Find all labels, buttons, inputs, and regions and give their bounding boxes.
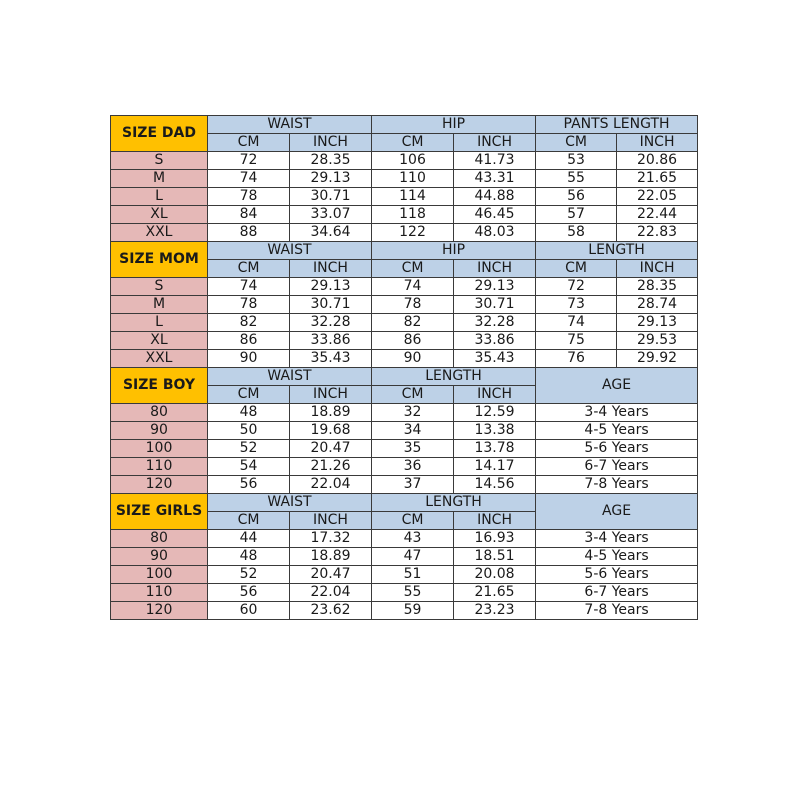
- section-header-row: [111, 242, 698, 260]
- unit-header-cm: CM: [372, 386, 454, 404]
- value-cell: 13.38: [454, 422, 536, 440]
- table-row: [111, 278, 698, 296]
- value-cell: 57: [536, 206, 617, 224]
- unit-header-inch: INCH: [454, 134, 536, 152]
- value-cell: 59: [372, 602, 454, 620]
- value-cell: 21.65: [454, 584, 536, 602]
- unit-header-cm: CM: [372, 260, 454, 278]
- size-cell: 90: [111, 548, 208, 566]
- table-row: [111, 548, 698, 566]
- size-chart: [110, 115, 697, 649]
- value-cell: 73: [536, 296, 617, 314]
- value-cell: 22.04: [290, 584, 372, 602]
- measure-group-header: HIP: [372, 242, 536, 260]
- table-row: [111, 170, 698, 188]
- value-cell: 30.71: [454, 296, 536, 314]
- table-row: [111, 476, 698, 494]
- size-cell: 110: [111, 458, 208, 476]
- section-label: SIZE DAD: [111, 116, 208, 152]
- value-cell: 41.73: [454, 152, 536, 170]
- size-cell: 80: [111, 404, 208, 422]
- size-cell: XL: [111, 206, 208, 224]
- value-cell: 50: [208, 422, 290, 440]
- value-cell: 90: [208, 350, 290, 368]
- value-cell: 48: [208, 404, 290, 422]
- value-cell: 60: [208, 602, 290, 620]
- size-table: [110, 115, 698, 620]
- section-label: SIZE MOM: [111, 242, 208, 278]
- value-cell: 55: [372, 584, 454, 602]
- table-row: [111, 188, 698, 206]
- age-cell: 7-8 Years: [536, 602, 698, 620]
- value-cell: 35: [372, 440, 454, 458]
- unit-header-cm: CM: [208, 512, 290, 530]
- value-cell: 19.68: [290, 422, 372, 440]
- size-cell: XXL: [111, 350, 208, 368]
- value-cell: 78: [208, 296, 290, 314]
- unit-header-inch: INCH: [454, 512, 536, 530]
- table-row: [111, 440, 698, 458]
- size-cell: 100: [111, 440, 208, 458]
- value-cell: 51: [372, 566, 454, 584]
- table-row: [111, 422, 698, 440]
- size-cell: M: [111, 170, 208, 188]
- unit-header-cm: CM: [372, 134, 454, 152]
- age-cell: 5-6 Years: [536, 566, 698, 584]
- value-cell: 18.51: [454, 548, 536, 566]
- value-cell: 72: [208, 152, 290, 170]
- table-row: [111, 530, 698, 548]
- measure-group-header: WAIST: [208, 116, 372, 134]
- value-cell: 17.32: [290, 530, 372, 548]
- value-cell: 76: [536, 350, 617, 368]
- value-cell: 106: [372, 152, 454, 170]
- value-cell: 75: [536, 332, 617, 350]
- unit-header-cm: CM: [208, 386, 290, 404]
- value-cell: 37: [372, 476, 454, 494]
- unit-header-inch: INCH: [617, 260, 698, 278]
- measure-group-header: LENGTH: [372, 494, 536, 512]
- value-cell: 20.08: [454, 566, 536, 584]
- table-row: [111, 458, 698, 476]
- size-cell: S: [111, 152, 208, 170]
- value-cell: 74: [536, 314, 617, 332]
- value-cell: 32: [372, 404, 454, 422]
- value-cell: 74: [372, 278, 454, 296]
- value-cell: 47: [372, 548, 454, 566]
- value-cell: 16.93: [454, 530, 536, 548]
- value-cell: 44.88: [454, 188, 536, 206]
- value-cell: 13.78: [454, 440, 536, 458]
- value-cell: 33.07: [290, 206, 372, 224]
- table-row: [111, 332, 698, 350]
- measure-group-header: HIP: [372, 116, 536, 134]
- value-cell: 48.03: [454, 224, 536, 242]
- size-cell: 80: [111, 530, 208, 548]
- section-header-row: [111, 116, 698, 134]
- value-cell: 29.13: [617, 314, 698, 332]
- measure-group-header: WAIST: [208, 242, 372, 260]
- table-row: [111, 404, 698, 422]
- value-cell: 28.74: [617, 296, 698, 314]
- unit-header-inch: INCH: [290, 512, 372, 530]
- unit-header-cm: CM: [536, 260, 617, 278]
- value-cell: 30.71: [290, 296, 372, 314]
- section-label: SIZE BOY: [111, 368, 208, 404]
- value-cell: 53: [536, 152, 617, 170]
- value-cell: 56: [208, 476, 290, 494]
- size-cell: S: [111, 278, 208, 296]
- table-row: [111, 350, 698, 368]
- value-cell: 58: [536, 224, 617, 242]
- size-cell: 120: [111, 602, 208, 620]
- value-cell: 114: [372, 188, 454, 206]
- value-cell: 118: [372, 206, 454, 224]
- value-cell: 74: [208, 170, 290, 188]
- value-cell: 21.65: [617, 170, 698, 188]
- value-cell: 52: [208, 566, 290, 584]
- size-cell: 90: [111, 422, 208, 440]
- age-cell: 7-8 Years: [536, 476, 698, 494]
- value-cell: 88: [208, 224, 290, 242]
- value-cell: 43: [372, 530, 454, 548]
- value-cell: 82: [372, 314, 454, 332]
- age-header: AGE: [536, 494, 698, 530]
- size-cell: L: [111, 188, 208, 206]
- size-cell: L: [111, 314, 208, 332]
- age-cell: 5-6 Years: [536, 440, 698, 458]
- value-cell: 74: [208, 278, 290, 296]
- unit-header-inch: INCH: [617, 134, 698, 152]
- value-cell: 34.64: [290, 224, 372, 242]
- table-row: [111, 602, 698, 620]
- value-cell: 14.17: [454, 458, 536, 476]
- age-cell: 4-5 Years: [536, 548, 698, 566]
- unit-header-inch: INCH: [290, 260, 372, 278]
- size-cell: M: [111, 296, 208, 314]
- value-cell: 21.26: [290, 458, 372, 476]
- table-row: [111, 566, 698, 584]
- table-row: [111, 584, 698, 602]
- value-cell: 29.13: [290, 170, 372, 188]
- age-cell: 4-5 Years: [536, 422, 698, 440]
- value-cell: 43.31: [454, 170, 536, 188]
- value-cell: 20.47: [290, 440, 372, 458]
- value-cell: 32.28: [454, 314, 536, 332]
- age-cell: 3-4 Years: [536, 404, 698, 422]
- value-cell: 29.53: [617, 332, 698, 350]
- value-cell: 29.13: [454, 278, 536, 296]
- value-cell: 48: [208, 548, 290, 566]
- measure-group-header: LENGTH: [536, 242, 698, 260]
- table-row: [111, 314, 698, 332]
- value-cell: 44: [208, 530, 290, 548]
- unit-header-inch: INCH: [454, 386, 536, 404]
- section-label: SIZE GIRLS: [111, 494, 208, 530]
- value-cell: 90: [372, 350, 454, 368]
- measure-group-header: WAIST: [208, 494, 372, 512]
- value-cell: 30.71: [290, 188, 372, 206]
- age-cell: 6-7 Years: [536, 584, 698, 602]
- size-cell: 110: [111, 584, 208, 602]
- section-header-row: [111, 368, 698, 386]
- age-header: AGE: [536, 368, 698, 404]
- value-cell: 82: [208, 314, 290, 332]
- value-cell: 55: [536, 170, 617, 188]
- value-cell: 34: [372, 422, 454, 440]
- unit-header-cm: CM: [536, 134, 617, 152]
- value-cell: 56: [208, 584, 290, 602]
- value-cell: 20.47: [290, 566, 372, 584]
- measure-group-header: WAIST: [208, 368, 372, 386]
- value-cell: 23.23: [454, 602, 536, 620]
- table-row: [111, 152, 698, 170]
- value-cell: 23.62: [290, 602, 372, 620]
- table-row: [111, 206, 698, 224]
- value-cell: 29.13: [290, 278, 372, 296]
- value-cell: 54: [208, 458, 290, 476]
- value-cell: 35.43: [290, 350, 372, 368]
- value-cell: 33.86: [454, 332, 536, 350]
- measure-group-header: PANTS LENGTH: [536, 116, 698, 134]
- value-cell: 12.59: [454, 404, 536, 422]
- value-cell: 22.05: [617, 188, 698, 206]
- unit-header-cm: CM: [208, 134, 290, 152]
- measure-group-header: LENGTH: [372, 368, 536, 386]
- age-cell: 3-4 Years: [536, 530, 698, 548]
- unit-header-cm: CM: [208, 260, 290, 278]
- value-cell: 78: [372, 296, 454, 314]
- table-row: [111, 296, 698, 314]
- unit-header-cm: CM: [372, 512, 454, 530]
- value-cell: 52: [208, 440, 290, 458]
- unit-header-inch: INCH: [290, 134, 372, 152]
- value-cell: 20.86: [617, 152, 698, 170]
- value-cell: 18.89: [290, 548, 372, 566]
- age-cell: 6-7 Years: [536, 458, 698, 476]
- value-cell: 33.86: [290, 332, 372, 350]
- value-cell: 84: [208, 206, 290, 224]
- value-cell: 14.56: [454, 476, 536, 494]
- value-cell: 32.28: [290, 314, 372, 332]
- value-cell: 122: [372, 224, 454, 242]
- section-header-row: [111, 494, 698, 512]
- value-cell: 46.45: [454, 206, 536, 224]
- value-cell: 86: [372, 332, 454, 350]
- value-cell: 36: [372, 458, 454, 476]
- size-cell: 100: [111, 566, 208, 584]
- value-cell: 18.89: [290, 404, 372, 422]
- size-cell: XXL: [111, 224, 208, 242]
- value-cell: 78: [208, 188, 290, 206]
- value-cell: 72: [536, 278, 617, 296]
- unit-header-inch: INCH: [454, 260, 536, 278]
- value-cell: 22.83: [617, 224, 698, 242]
- value-cell: 56: [536, 188, 617, 206]
- value-cell: 28.35: [290, 152, 372, 170]
- table-row: [111, 224, 698, 242]
- size-cell: 120: [111, 476, 208, 494]
- value-cell: 22.04: [290, 476, 372, 494]
- size-cell: XL: [111, 332, 208, 350]
- value-cell: 28.35: [617, 278, 698, 296]
- value-cell: 86: [208, 332, 290, 350]
- value-cell: 35.43: [454, 350, 536, 368]
- value-cell: 22.44: [617, 206, 698, 224]
- unit-header-inch: INCH: [290, 386, 372, 404]
- value-cell: 110: [372, 170, 454, 188]
- value-cell: 29.92: [617, 350, 698, 368]
